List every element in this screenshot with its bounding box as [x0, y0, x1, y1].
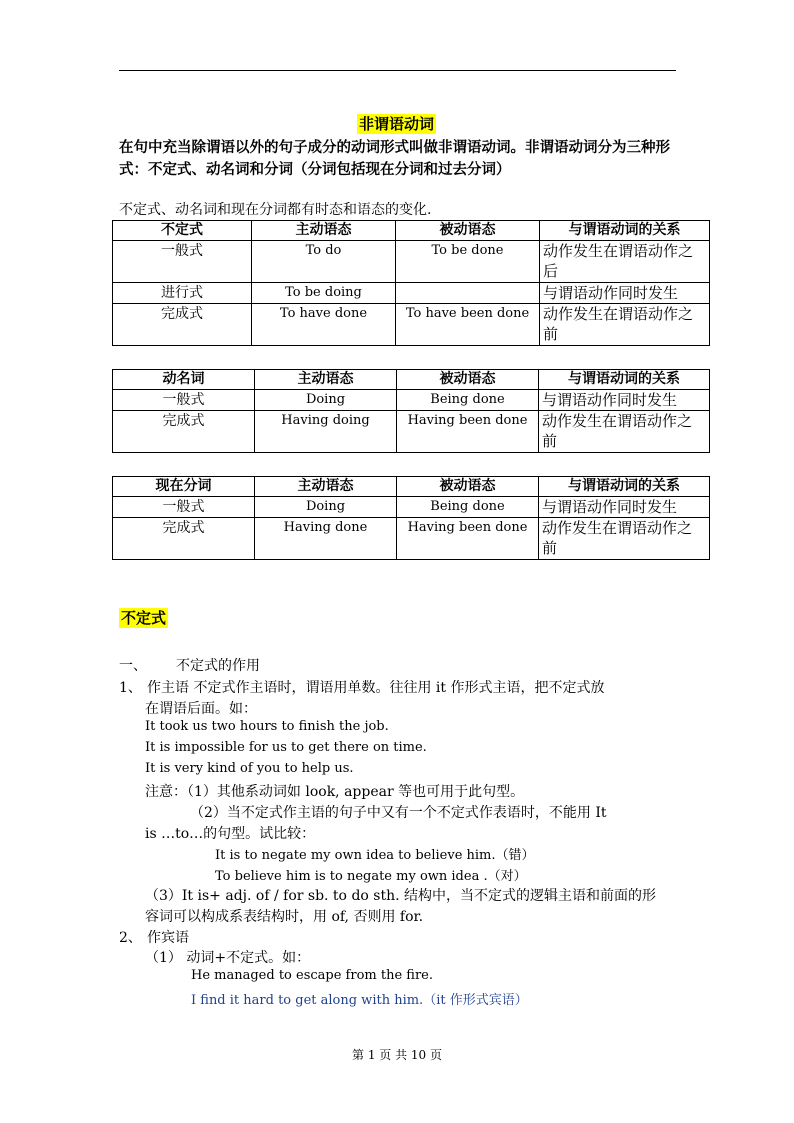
table-cell: 一般式 — [113, 390, 255, 411]
note-line: （2）当不定式作主语的句子中又有一个不定式作表语时，不能用 It — [190, 805, 607, 821]
table-cell: Having been done — [397, 518, 539, 560]
table-cell: 完成式 — [113, 304, 252, 346]
example-sentence: He managed to escape from the fire. — [191, 968, 434, 983]
heading-number: 一、 — [119, 658, 147, 674]
header-cell: 被动语态 — [397, 370, 539, 390]
table-cell: To do — [252, 241, 396, 283]
section-title: 不定式 — [121, 609, 167, 627]
table-row — [113, 283, 710, 304]
header-cell: 与谓语动词的关系 — [540, 221, 710, 241]
table-cell: Having been done — [397, 411, 539, 453]
item1-line-b: 在谓语后面。如： — [145, 701, 257, 717]
table-cell: Doing — [255, 497, 397, 518]
present-participle-table — [112, 476, 710, 560]
header-cell: 现在分词 — [113, 477, 255, 497]
example-sentence: It is very kind of you to help us. — [145, 761, 354, 776]
infinitive-table — [112, 220, 710, 346]
table-row — [113, 304, 710, 346]
table-cell: 与谓语动作同时发生 — [539, 390, 710, 411]
item2-number: 2、 — [119, 930, 142, 946]
sub-item: （1） 动词+不定式。如： — [145, 950, 311, 966]
table-cell: Being done — [397, 497, 539, 518]
note-line: is …to…的句型。试比较： — [145, 826, 316, 842]
tense-voice-note: 不定式、动名词和现在分词都有时态和语态的变化. — [119, 202, 432, 218]
header-cell: 被动语态 — [397, 477, 539, 497]
note-line: （3）It is+ adj. of / for sb. to do sth. 结构中，当不定式的逻辑主语和前面的形 — [145, 888, 657, 904]
example-sentence: It took us two hours to finish the job. — [145, 719, 389, 734]
table-cell: To have been done — [396, 304, 540, 346]
table-cell: 进行式 — [113, 283, 252, 304]
table-cell: Doing — [255, 390, 397, 411]
table-cell: Having doing — [255, 411, 397, 453]
header-cell: 不定式 — [113, 221, 252, 241]
table-header-row — [113, 221, 710, 241]
note-line: 容词可以构成系表结构时，用 of, 否则用 for. — [145, 909, 424, 925]
page-title: 非谓语动词 — [359, 115, 435, 133]
gerund-table — [112, 369, 710, 453]
table-cell: 动作发生在谓语动作之前 — [539, 411, 710, 453]
table-cell — [396, 283, 540, 304]
table-cell: To be doing — [252, 283, 396, 304]
header-cell: 主动语态 — [255, 370, 397, 390]
item2-text: 作宾语 — [147, 930, 189, 946]
header-cell: 动名词 — [113, 370, 255, 390]
header-cell: 被动语态 — [396, 221, 540, 241]
table-header-row — [113, 370, 710, 390]
table-cell: 完成式 — [113, 518, 255, 560]
table-row — [113, 241, 710, 283]
table-cell: To have done — [252, 304, 396, 346]
table-cell: 动作发生在谓语动作之前 — [539, 518, 710, 560]
table-cell: To be done — [396, 241, 540, 283]
header-cell: 主动语态 — [255, 477, 397, 497]
table-row — [113, 390, 710, 411]
page-footer: 第 1 页 共 10 页 — [352, 1048, 442, 1062]
item1-number: 1、 — [119, 680, 142, 696]
intro-paragraph: 在句中充当除谓语以外的句子成分的动词形式叫做非谓语动词。非谓语动词分为三种形式：不定式、动名词和分词（分词包括现在分词和过去分词） — [119, 139, 670, 178]
heading-text: 不定式的作用 — [176, 658, 260, 674]
table-row — [113, 411, 710, 453]
table-cell: 与谓语动作同时发生 — [540, 283, 710, 304]
header-cell: 与谓语动词的关系 — [539, 477, 710, 497]
header-cell: 主动语态 — [252, 221, 396, 241]
table-row — [113, 518, 710, 560]
table-cell: 一般式 — [113, 497, 255, 518]
table-cell: 与谓语动作同时发生 — [539, 497, 710, 518]
header-cell: 与谓语动词的关系 — [539, 370, 710, 390]
table-cell: Having done — [255, 518, 397, 560]
table-header-row — [113, 477, 710, 497]
header-rule — [119, 70, 676, 71]
table-cell: 完成式 — [113, 411, 255, 453]
comparison-sentence: To believe him is to negate my own idea .（对） — [215, 869, 527, 884]
table-row — [113, 497, 710, 518]
note-line: 注意：（1）其他系动词如 look, appear 等也可用于此句型。 — [145, 784, 525, 800]
example-sentence: I find it hard to get along with him.（it 作形式宾语） — [191, 993, 528, 1008]
table-cell: 动作发生在谓语动作之后 — [540, 241, 710, 283]
comparison-sentence: It is to negate my own idea to believe him.（错） — [215, 848, 535, 863]
table-cell: Being done — [397, 390, 539, 411]
item1-line-a: 作主语 不定式作主语时，谓语用单数。往往用 it 作形式主语，把不定式放 — [147, 680, 605, 696]
table-cell: 一般式 — [113, 241, 252, 283]
table-cell: 动作发生在谓语动作之前 — [540, 304, 710, 346]
example-sentence: It is impossible for us to get there on time. — [145, 740, 427, 755]
